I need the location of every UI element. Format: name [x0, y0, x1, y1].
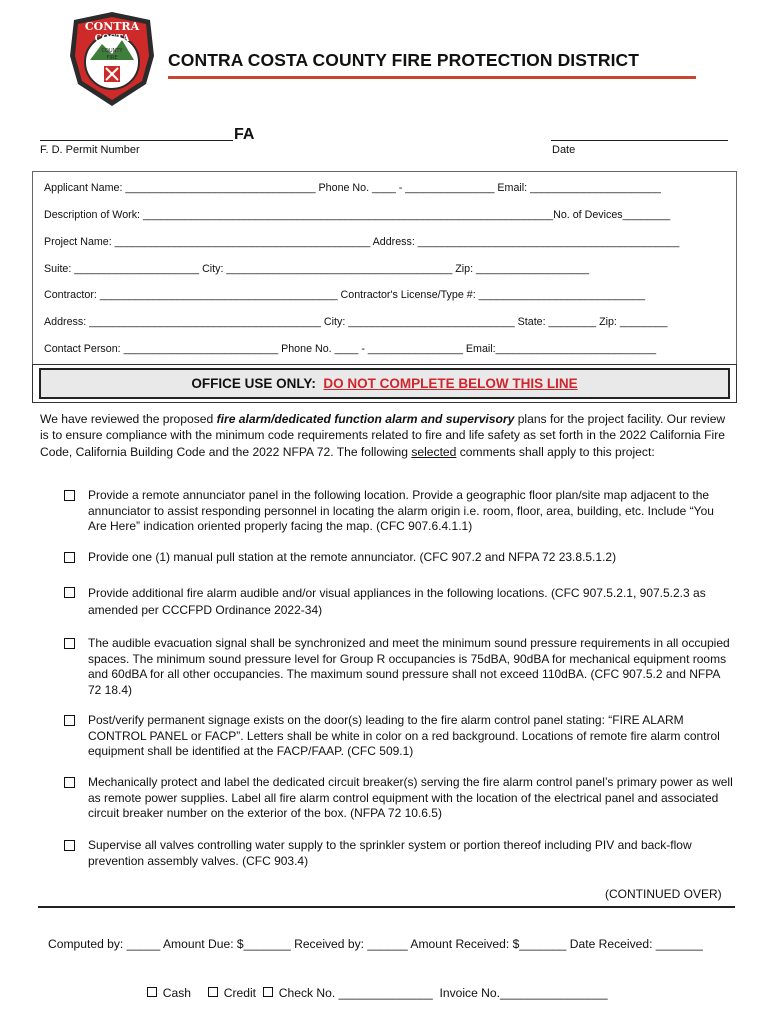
intro-part-3: comments shall apply to this project: [456, 444, 655, 459]
cash-label: Cash [162, 986, 191, 1000]
fee-computation-row[interactable]: Computed by: _____ Amount Due: $_______ Received by: ______ Amount Received: $_______ Date Received: _______ [48, 937, 703, 951]
comment-checkbox[interactable] [64, 840, 75, 851]
fire-district-logo [66, 10, 158, 108]
logo-text-bottom: COSTA [94, 34, 130, 44]
contractor-address-row[interactable]: Address: _______________________________________ City: ____________________________ State: ________ Zip: ________ [44, 316, 668, 328]
credit-checkbox[interactable] [208, 987, 218, 997]
suite-row[interactable]: Suite: _____________________ City: ______________________________________ Zip: ___________________ [44, 263, 589, 275]
comment-checkbox[interactable] [64, 552, 75, 563]
logo-ribbon-2: FIRE [106, 55, 118, 61]
comment-checkbox[interactable] [64, 715, 75, 726]
logo-text-top: CONTRA [84, 20, 140, 33]
comment-item [64, 838, 734, 869]
comment-text: The audible evacuation signal shall be synchronized and meet the minimum sound pressure requirements in all occupied spaces. The minimum sound pressure level for Group R occupancies is 75dBA, 90dBA for mechanical equipment rooms and 60dBA for all other occupancies. The maximum sound pressure shall not exceed 110dBA. (CFC 907.5.2 and NFPA 72 18.4) [88, 636, 730, 697]
office-use-banner [32, 364, 737, 403]
applicant-row[interactable]: Applicant Name: ________________________________ Phone No. ____ - _______________ Email: ______________________ [44, 182, 661, 194]
permit-number-field[interactable] [40, 140, 233, 141]
review-intro [40, 411, 730, 460]
comment-item [64, 713, 734, 760]
comment-text: Mechanically protect and label the dedicated circuit breaker(s) serving the fire alarm control panel’s primary power as well as remote power supplies. Label all fire alarm control equipment with the location of the electrical panel and associated circuit breaker number on the exterior of the box. (NFPA 72 10.6.5) [88, 775, 733, 820]
intro-emphasis: fire alarm/dedicated function alarm and supervisory [216, 412, 515, 426]
comment-item [64, 636, 734, 698]
cash-checkbox[interactable] [147, 987, 157, 997]
payment-credit[interactable] [208, 986, 256, 1000]
title-rule [168, 76, 696, 79]
office-use-label: OFFICE USE ONLY: [191, 376, 316, 391]
contact-row[interactable]: Contact Person: __________________________ Phone No. ____ - ________________ Email:___________________________ [44, 343, 657, 355]
comment-checkbox[interactable] [64, 777, 75, 788]
district-title: CONTRA COSTA COUNTY FIRE PROTECTION DISTRICT [168, 50, 640, 70]
description-row[interactable]: Description of Work: _____________________________________________________________________No. of Devices________ [44, 209, 671, 221]
date-label: Date [552, 144, 576, 156]
comment-checkbox[interactable] [64, 638, 75, 649]
continued-note: (CONTINUED OVER) [605, 887, 722, 901]
project-row[interactable]: Project Name: ___________________________________________ Address: ____________________________________________ [44, 236, 680, 248]
logo-ribbon-1: COUNTY [101, 48, 123, 54]
comment-text: Provide additional fire alarm audible and/or visual appliances in the following locations. (CFC 907.5.2.1, 907.5.2.3 as amended per CCCFPD Ordinance 2022-34) [88, 586, 706, 617]
date-field[interactable] [551, 140, 728, 141]
office-use-inner [39, 368, 730, 399]
comment-text: Supervise all valves controlling water supply to the sprinkler system or portion thereof including PIV and back-flow prevention assembly valves. (CFC 903.4) [88, 838, 692, 868]
payment-cash[interactable] [147, 986, 191, 1000]
comment-checkbox[interactable] [64, 587, 75, 598]
contractor-row[interactable]: Contractor: ________________________________________ Contractor's License/Type #: ____________________________ [44, 289, 646, 301]
payment-method-row [140, 972, 608, 1000]
comment-item [64, 775, 734, 822]
comment-checkbox[interactable] [64, 490, 75, 501]
comment-text: Provide a remote annunciator panel in the following location. Provide a geographic floor plan/site map adjacent to the annunciator to assist responding personnel in locating the alarm origin i.e. room, floor, area, building, etc. Include “You Are Here” indication oriented properly facing the map. (CFC 907.6.4.1.1) [88, 488, 714, 533]
comment-item [64, 488, 734, 535]
intro-part-2: plans for the project facility. Our review is to ensure compliance with the minimum code requirements related to fire and life safety as set forth in the 2022 California Fire Code, California Building Code and the 2022 NFPA 72. The following [40, 412, 726, 459]
comment-item [64, 585, 734, 619]
permit-suffix: FA [234, 126, 255, 143]
comment-text: Post/verify permanent signage exists on the door(s) leading to the fire alarm control panel stating: “FIRE ALARM CONTROL PANEL or FACP”. Letters shall be white in color on a red background. Locations of remote fire alarm control equipment shall be identified at the FACP/FAAP. (CFC 509.1) [88, 713, 720, 758]
comment-text: Provide one (1) manual pull station at the remote annunciator. (CFC 907.2 and NFPA 72 23.8.5.1.2) [88, 550, 617, 564]
check-checkbox[interactable] [263, 987, 273, 997]
comment-item [64, 550, 734, 566]
bottom-rule [38, 906, 735, 908]
intro-underlined: selected [411, 444, 457, 459]
check-label: Check No. ______________ [278, 986, 433, 1000]
payment-check[interactable] [263, 986, 433, 1000]
permit-number-label: F. D. Permit Number [40, 144, 140, 156]
invoice-field[interactable]: Invoice No.________________ [439, 986, 608, 1000]
office-use-warning: DO NOT COMPLETE BELOW THIS LINE [323, 376, 578, 391]
credit-label: Credit [223, 986, 257, 1000]
intro-part-1: We have reviewed the proposed [40, 412, 217, 426]
